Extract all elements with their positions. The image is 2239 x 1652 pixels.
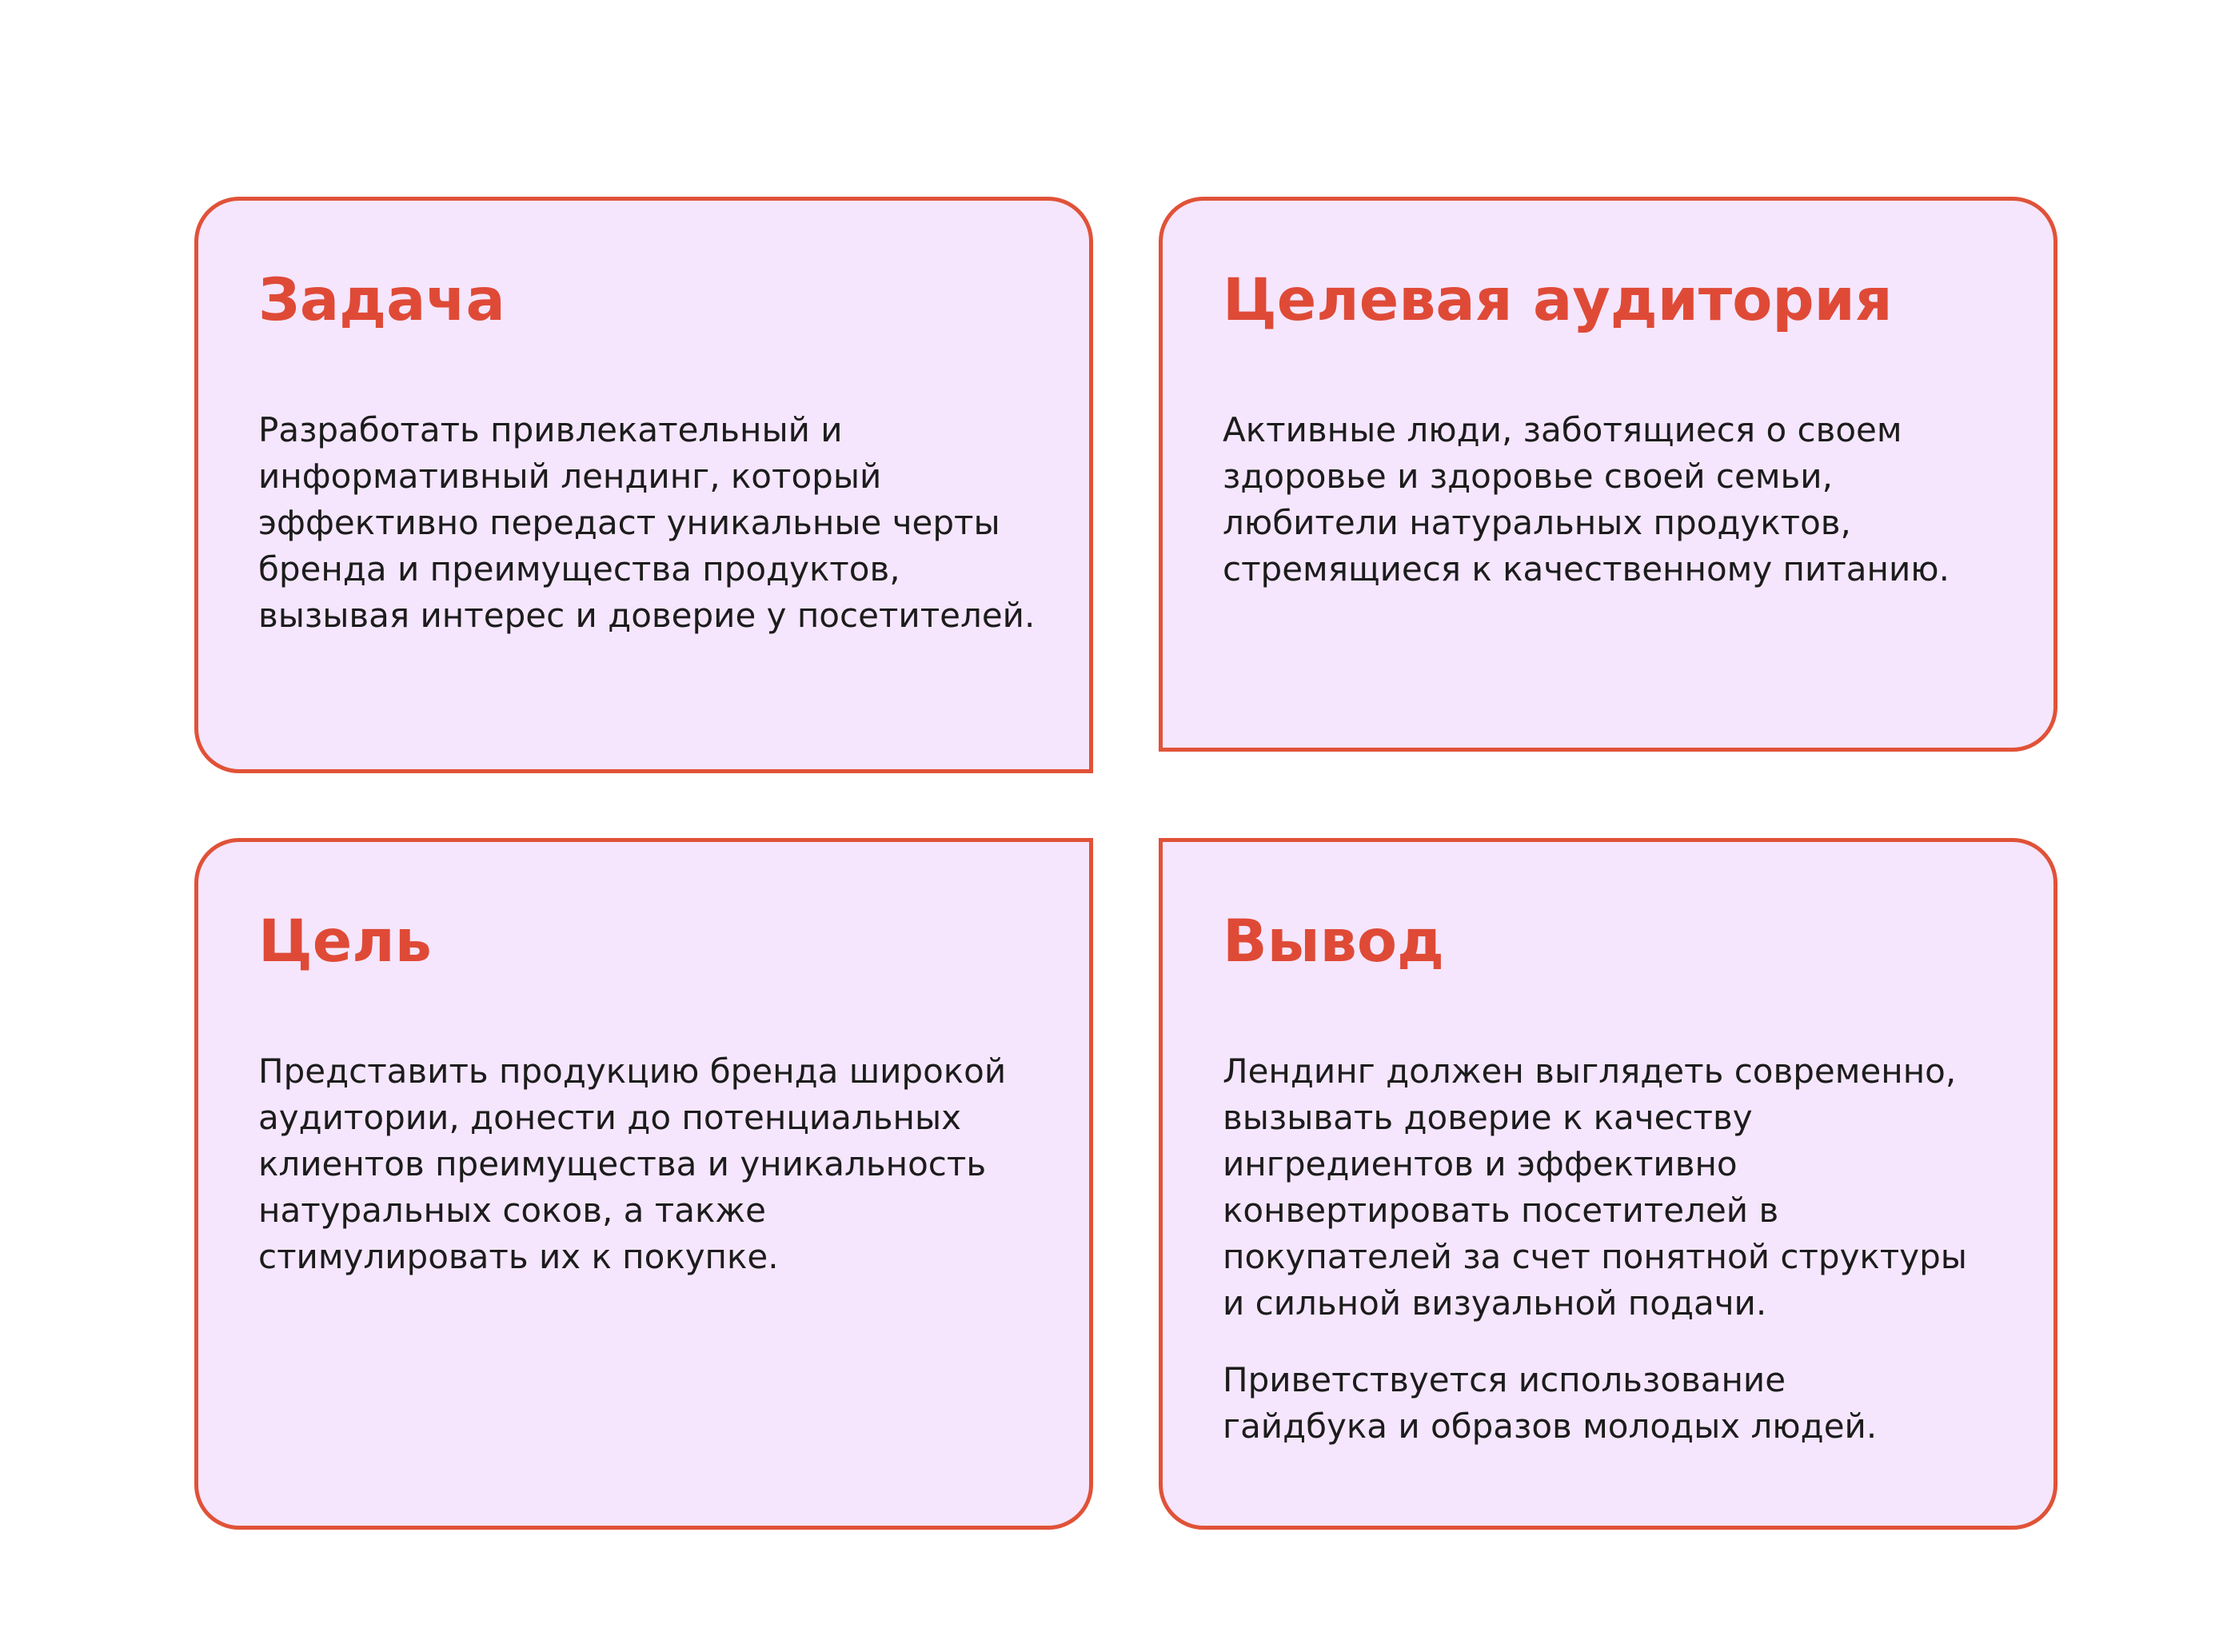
task-text: Разработать привлекательный и информативный лендинг, который эффективно передаст уникальные черты бренда и преимущества продуктов, вызывая интерес и доверие у посетителей. xyxy=(258,410,1036,635)
audience-title: Целевая аудитория xyxy=(1223,266,1893,334)
conclusion-card xyxy=(1159,838,2057,1530)
task-body xyxy=(258,407,1057,639)
audience-card xyxy=(1159,197,2057,752)
goal-title: Цель xyxy=(258,908,432,976)
audience-body xyxy=(1223,407,2021,593)
audience-text: Активные люди, заботящиеся о своем здоровье и здоровье своей семьи, любители натуральных продуктов, стремящиеся к качественному питанию. xyxy=(1223,410,1950,589)
task-title: Задача xyxy=(258,266,505,334)
conclusion-text: Лендинг должен выглядеть современно, вызывать доверие к качеству ингредиентов и эффективно конвертировать посетителей в покупателей за счет понятной структуры и сильной визуальной подачи. xyxy=(1223,1051,1967,1323)
conclusion-title: Вывод xyxy=(1223,908,1444,976)
goal-card xyxy=(194,838,1093,1530)
goal-body xyxy=(258,1048,1057,1280)
goal-text: Представить продукцию бренда широкой аудитории, донести до потенциальных клиентов преимущества и уникальность натуральных соков, а также стимулировать их к покупке. xyxy=(258,1051,1007,1276)
task-card xyxy=(194,197,1093,773)
conclusion-body xyxy=(1223,1048,2021,1450)
conclusion-note: Приветствуется использование гайдбука и образов молодых людей. xyxy=(1223,1360,1878,1446)
